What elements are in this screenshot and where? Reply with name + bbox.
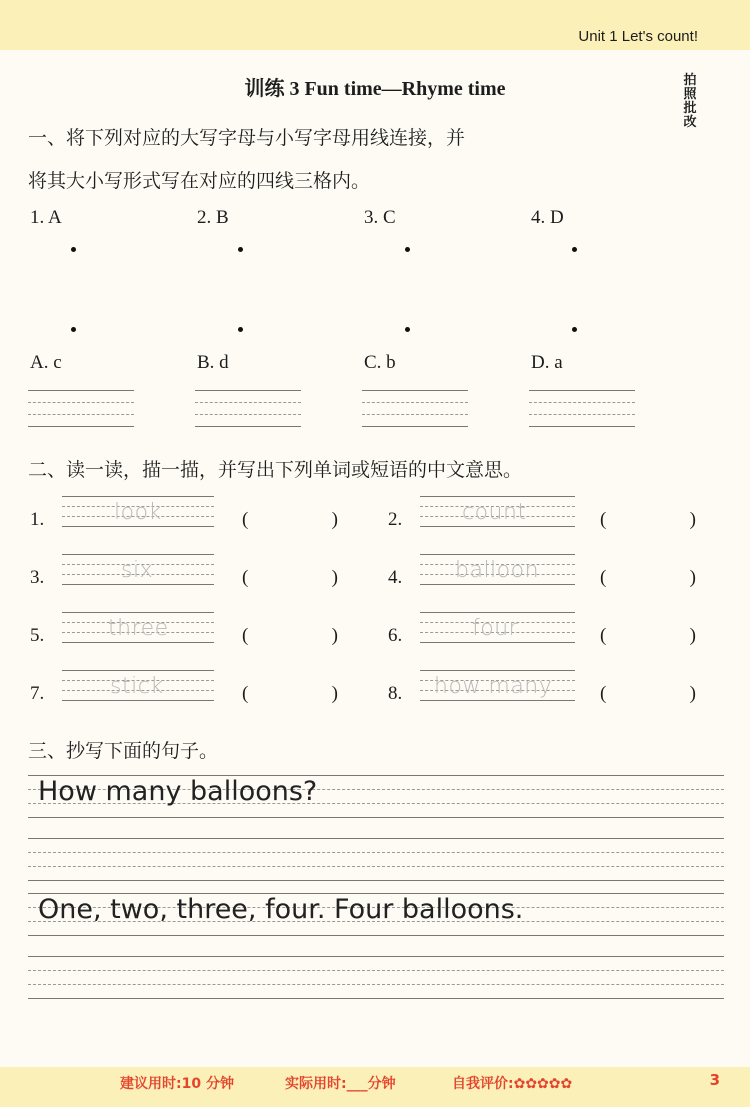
page-number: 3 — [709, 1071, 720, 1089]
word-trace-4: balloon — [455, 558, 540, 583]
match-dot-lower-3[interactable] — [405, 327, 410, 332]
word-trace-2: count — [462, 500, 527, 525]
word-number-8: 8. — [388, 683, 403, 704]
letter-writing-grid-2[interactable] — [195, 390, 301, 426]
match-dot-upper-4[interactable] — [572, 247, 577, 252]
paren-close: ) — [689, 509, 696, 530]
match-dot-lower-2[interactable] — [238, 327, 243, 332]
paren-close: ) — [689, 567, 696, 588]
paren-close: ) — [331, 567, 338, 588]
paren-close: ) — [331, 683, 338, 704]
match-dot-upper-2[interactable] — [238, 247, 243, 252]
word-trace-8: how many — [434, 674, 553, 699]
letter-writing-grid-1[interactable] — [28, 390, 134, 426]
paren-open: ( — [242, 625, 249, 646]
section1-heading-line1: 一、将下列对应的大写字母与小写字母用线连接，并 — [28, 127, 466, 149]
lower-letter-2: B. d — [197, 352, 229, 373]
unit-label: Unit 1 Let's count! — [578, 28, 698, 45]
suggested-time: 建议用时:10 分钟 — [120, 1076, 234, 1092]
match-dot-upper-3[interactable] — [405, 247, 410, 252]
match-dot-lower-1[interactable] — [71, 327, 76, 332]
paren-open: ( — [600, 567, 607, 588]
upper-letter-1: 1. A — [30, 207, 62, 228]
copy-sentence-1: How many balloons? — [38, 776, 318, 807]
paren-open: ( — [242, 683, 249, 704]
photo-grade-tab[interactable]: 拍照批改 — [683, 73, 697, 130]
word-number-2: 2. — [388, 509, 403, 530]
page-title: 训练 3 Fun time—Rhyme time — [244, 78, 506, 100]
word-trace-1: look — [114, 500, 162, 525]
letter-writing-grid-4[interactable] — [529, 390, 635, 426]
paren-close: ) — [331, 625, 338, 646]
paren-open: ( — [242, 509, 249, 530]
word-number-5: 5. — [30, 625, 45, 646]
section1-heading-line2: 将其大小写形式写在对应的四线三格内。 — [28, 170, 371, 192]
section2-heading: 二、读一读，描一描，并写出下列单词或短语的中文意思。 — [28, 459, 523, 481]
word-trace-3: six — [121, 558, 154, 583]
upper-letter-4: 4. D — [531, 207, 564, 228]
paren-open: ( — [242, 567, 249, 588]
word-trace-7: stick — [110, 674, 164, 699]
lower-letter-4: D. a — [531, 352, 563, 373]
paren-close: ) — [689, 625, 696, 646]
upper-letter-2: 2. B — [197, 207, 229, 228]
upper-letter-3: 3. C — [364, 207, 396, 228]
paren-open: ( — [600, 683, 607, 704]
word-trace-6: four — [472, 616, 519, 641]
copy-sentence-2: One, two, three, four. Four balloons. — [38, 894, 524, 925]
paren-open: ( — [600, 625, 607, 646]
word-number-6: 6. — [388, 625, 403, 646]
word-number-3: 3. — [30, 567, 45, 588]
word-number-1: 1. — [30, 509, 45, 530]
self-evaluation[interactable]: 自我评价:✿✿✿✿✿ — [452, 1076, 573, 1092]
section3-heading: 三、抄写下面的句子。 — [28, 740, 219, 762]
paren-close: ) — [331, 509, 338, 530]
match-dot-lower-4[interactable] — [572, 327, 577, 332]
lower-letter-1: A. c — [30, 352, 62, 373]
copy-writing-grid-2[interactable] — [28, 956, 724, 1018]
word-trace-5: three — [108, 616, 169, 641]
lower-letter-3: C. b — [364, 352, 396, 373]
paren-open: ( — [600, 509, 607, 530]
paren-close: ) — [689, 683, 696, 704]
letter-writing-grid-3[interactable] — [362, 390, 468, 426]
copy-writing-grid-1[interactable] — [28, 838, 724, 900]
actual-time[interactable]: 实际用时:___分钟 — [285, 1076, 396, 1092]
word-number-4: 4. — [388, 567, 403, 588]
word-number-7: 7. — [30, 683, 45, 704]
match-dot-upper-1[interactable] — [71, 247, 76, 252]
